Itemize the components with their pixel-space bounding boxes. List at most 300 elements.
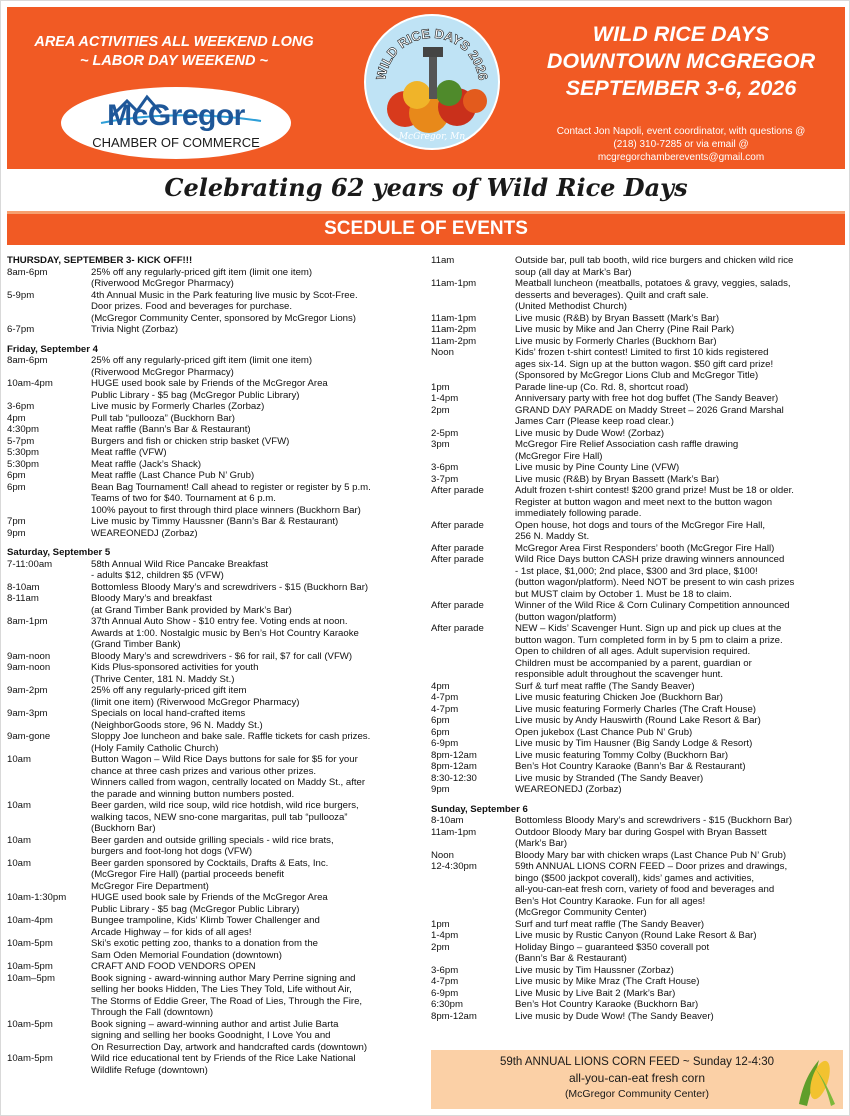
event-time: After parade xyxy=(431,554,484,565)
event-line: Bloody Mary’s and breakfast xyxy=(91,593,212,604)
event-line: (Riverwood McGregor Pharmacy) xyxy=(91,278,234,289)
event-description xyxy=(515,773,843,785)
event-line: selling her books Hidden, The Lies They Told, Life without Air, xyxy=(91,984,352,995)
event-line: Meatball luncheon (meatballs, potatoes & gravy, veggies, salads, xyxy=(515,278,791,289)
event-description xyxy=(515,336,843,348)
event-time: 5:30pm xyxy=(7,447,39,458)
event-time: 3-6pm xyxy=(7,401,35,412)
event-row xyxy=(431,393,843,405)
event-description xyxy=(91,459,419,471)
event-time: 7pm xyxy=(7,516,26,527)
event-row xyxy=(7,708,419,731)
event-description xyxy=(515,827,843,850)
event-time: After parade xyxy=(431,485,484,496)
event-description xyxy=(515,861,843,919)
event-description xyxy=(91,516,419,528)
event-row xyxy=(431,930,843,942)
event-row xyxy=(7,482,419,517)
event-line: (button wagon/platform) xyxy=(515,611,617,623)
event-line: 25% off any regularly-priced gift item (limit one item) xyxy=(91,355,313,366)
event-line: Beer garden sponsored by Cocktails, Drafts & Eats, Inc. xyxy=(91,857,329,869)
event-row xyxy=(7,582,419,594)
event-line: Open house, hot dogs and tours of the McGregor Fire Hall, xyxy=(515,519,766,531)
event-time: 8-10am xyxy=(7,581,40,593)
event-line: Button Wagon – Wild Rice Days buttons for sale for $5 for your xyxy=(91,754,358,765)
event-time: 8pm-12am xyxy=(431,749,477,761)
event-description xyxy=(515,393,843,405)
event-time: 3-7pm xyxy=(431,473,459,485)
day-gap xyxy=(7,539,419,547)
event-description xyxy=(515,942,843,965)
event-row xyxy=(431,750,843,762)
event-line: Parade line-up (Co. Rd. 8, shortcut road) xyxy=(515,381,689,393)
event-line: the parade and winning button numbers posted. xyxy=(91,788,295,800)
event-row xyxy=(431,988,843,1000)
day-heading: Sunday, September 6 xyxy=(431,803,528,815)
event-row xyxy=(7,459,419,471)
event-description xyxy=(91,290,419,325)
event-time: 9am-3pm xyxy=(7,708,48,719)
event-description xyxy=(91,858,419,893)
event-description xyxy=(515,623,843,681)
event-time: After parade xyxy=(431,542,484,554)
event-line: (Mark’s Bar) xyxy=(515,838,568,849)
event-description xyxy=(515,600,843,623)
event-description xyxy=(515,1011,843,1023)
event-time: 4-7pm xyxy=(431,703,459,715)
event-time: 1pm xyxy=(431,381,450,393)
event-row xyxy=(7,685,419,708)
event-time: 10am xyxy=(7,834,31,846)
event-description xyxy=(515,999,843,1011)
event-row xyxy=(431,919,843,931)
event-time: 10am xyxy=(7,754,31,765)
event-time: 5-7pm xyxy=(7,435,35,447)
event-line: Live music by Formerly Charles (Buckhorn Bar) xyxy=(515,335,717,347)
event-time: After parade xyxy=(431,623,484,634)
event-time: 10am-1:30pm xyxy=(7,892,67,903)
event-line: burgers and foot-long hot dogs (VFW) xyxy=(91,846,253,857)
event-line: Register at button wagon and meet next to the button wagon xyxy=(515,496,773,508)
event-line: Live music by Dude Wow! (The Sandy Beaver) xyxy=(515,1010,714,1022)
event-row xyxy=(431,336,843,348)
event-description xyxy=(91,267,419,290)
event-line: Ski’s exotic petting zoo, thanks to a donation from the xyxy=(91,938,319,949)
event-row xyxy=(431,462,843,474)
event-time: 6pm xyxy=(431,726,450,738)
event-description xyxy=(91,1019,419,1054)
event-description xyxy=(91,938,419,961)
event-description xyxy=(91,708,419,731)
event-row xyxy=(431,704,843,716)
event-line: Surf & turf meat raffle (The Sandy Beaver) xyxy=(515,680,695,692)
event-time: 10am-5pm xyxy=(7,1053,53,1064)
event-row xyxy=(431,738,843,750)
event-line: soup (all day at Mark’s Bar) xyxy=(515,266,632,278)
event-description xyxy=(515,485,843,520)
event-row xyxy=(431,520,843,543)
event-line: Bottomless Bloody Mary’s and screwdrivers - $15 (Buckhorn Bar) xyxy=(91,581,369,593)
event-row xyxy=(431,428,843,440)
event-line: Meat raffle (Jack’s Shack) xyxy=(91,458,202,470)
event-line: Adult frozen t-shirt contest! $200 grand prize! Must be 18 or older. xyxy=(515,485,794,496)
wild-rice-days-badge-icon xyxy=(363,13,501,151)
event-description xyxy=(91,401,419,413)
schedule-right-column xyxy=(431,255,843,1022)
event-line: Arcade Highway – for kids of all ages! xyxy=(91,926,252,938)
event-description xyxy=(515,278,843,313)
event-description xyxy=(91,892,419,915)
event-row xyxy=(431,692,843,704)
event-row xyxy=(7,290,419,325)
event-line: Public Library - $5 bag (McGregor Public Library) xyxy=(91,389,300,401)
svg-text:WILD RICE DAYS 2026: WILD RICE DAYS 2026 xyxy=(373,25,491,82)
event-line: signing and selling her books Goodnight, I Love You and xyxy=(91,1030,331,1041)
event-line: Live music by Pine County Line (VFW) xyxy=(515,462,680,473)
logo-subtitle: CHAMBER OF COMMERCE xyxy=(92,135,260,150)
event-line: Bungee trampoline, Kids’ Klimb Tower Challenger and xyxy=(91,915,320,926)
event-time: 4pm xyxy=(7,412,26,424)
event-row xyxy=(7,424,419,436)
event-line: Kids’ frozen t-shirt contest! Limited to first 10 kids registered xyxy=(515,347,769,358)
event-row xyxy=(431,382,843,394)
event-row xyxy=(431,1011,843,1023)
event-line: but MUST claim by October 1. Must be 18 to claim. xyxy=(515,588,732,600)
event-row xyxy=(7,892,419,915)
event-line: Wild Rice Days button CASH prize drawing winners announced xyxy=(515,554,785,565)
event-time: 10am-4pm xyxy=(7,378,53,389)
event-time: 2-5pm xyxy=(431,427,459,439)
event-row xyxy=(431,485,843,520)
event-line: Through the Fall (downtown) xyxy=(91,1007,214,1018)
event-description xyxy=(515,919,843,931)
event-line: Live music featuring Formerly Charles (The Craft House) xyxy=(515,703,756,715)
event-row xyxy=(431,942,843,965)
event-description xyxy=(91,915,419,938)
event-line: McGregor Fire Department) xyxy=(91,880,209,892)
event-row xyxy=(7,401,419,413)
event-description xyxy=(515,462,843,474)
event-line: Bloody Mary bar with chicken wraps (Last Chance Pub N’ Grub) xyxy=(515,849,787,861)
event-description xyxy=(91,754,419,800)
event-description xyxy=(515,738,843,750)
event-row xyxy=(431,815,843,827)
event-row xyxy=(431,278,843,313)
event-line: (Grand Timber Bank) xyxy=(91,639,181,650)
event-description xyxy=(515,692,843,704)
event-line: NEW – Kids’ Scavenger Hunt. Sign up and pick up clues at the xyxy=(515,623,782,634)
event-time: 10am-4pm xyxy=(7,915,53,926)
event-time: 3-6pm xyxy=(431,964,459,976)
event-line: (Holy Family Catholic Church) xyxy=(91,742,219,754)
event-time: 9am-noon xyxy=(7,662,51,673)
event-row xyxy=(431,554,843,600)
event-description xyxy=(91,651,419,663)
event-time: 11am-1pm xyxy=(431,312,477,324)
event-description xyxy=(91,424,419,436)
event-time: 4:30pm xyxy=(7,424,39,435)
event-line: 25% off any regularly-priced gift item xyxy=(91,685,247,696)
event-line: Outdoor Bloody Mary bar during Gospel with Bryan Bassett xyxy=(515,826,767,838)
event-time: 8-10am xyxy=(431,815,464,826)
event-description xyxy=(91,470,419,482)
event-line: Live music by Tim Hausner (Big Sandy Lodge & Resort) xyxy=(515,738,753,749)
event-line: McGregor Area First Responders’ booth (McGregor Fire Hall) xyxy=(515,542,775,554)
event-time: 10am-5pm xyxy=(7,938,53,949)
event-row xyxy=(431,715,843,727)
corn-feed-location: (McGregor Community Center) xyxy=(564,1088,710,1100)
event-description xyxy=(515,784,843,796)
event-title: WILD RICE DAYS DOWNTOWN MCGREGOR SEPTEMBER 3-6, 2026 xyxy=(546,22,816,100)
event-description xyxy=(515,704,843,716)
event-row xyxy=(7,1053,419,1076)
event-line: Live music by Stranded (The Sandy Beaver) xyxy=(515,772,704,784)
event-row xyxy=(431,761,843,773)
event-description xyxy=(515,815,843,827)
event-time: 10am xyxy=(7,857,31,869)
event-line: Ben’s Hot Country Karaoke (Bann’s Bar & Restaurant) xyxy=(515,761,746,772)
event-line: (McGregor Fire Hall) (partial proceeds benefit xyxy=(91,869,285,880)
event-line: Live music (R&B) by Bryan Bassett (Mark’s Bar) xyxy=(515,312,720,324)
event-line: WEAREONEDJ (Zorbaz) xyxy=(91,527,198,539)
event-line: chance at three cash prizes and various other prizes. xyxy=(91,765,317,777)
event-time: 4-7pm xyxy=(431,692,459,703)
event-line: Meat raffle (VFW) xyxy=(91,447,167,458)
event-row xyxy=(7,858,419,893)
event-row xyxy=(7,835,419,858)
event-row xyxy=(7,973,419,1019)
event-time: 10am-5pm xyxy=(7,961,53,972)
event-line: CRAFT AND FOOD VENDORS OPEN xyxy=(91,961,256,972)
event-time: 11am-1pm xyxy=(431,826,477,838)
event-line: Live music by Rustic Canyon (Round Lake Resort & Bar) xyxy=(515,930,757,941)
event-line: Surf and turf meat raffle (The Sandy Beaver) xyxy=(515,918,705,930)
event-line: bingo ($500 jackpot coverall), kids’ games and activities, xyxy=(515,872,755,884)
event-time: 5-9pm xyxy=(7,289,35,301)
event-time: 10am–5pm xyxy=(7,972,55,984)
header-banner xyxy=(7,7,845,169)
event-description xyxy=(515,439,843,462)
event-line: Bottomless Bloody Mary’s and screwdrivers - $15 (Buckhorn Bar) xyxy=(515,815,793,826)
corn-feed-subtitle: all-you-can-eat fresh corn xyxy=(568,1071,706,1085)
event-description xyxy=(91,800,419,835)
event-row xyxy=(7,516,419,528)
event-line: Door prizes. Food and beverages for purchase. xyxy=(91,301,293,312)
event-line: (NeighborGoods store, 96 N. Maddy St.) xyxy=(91,719,263,731)
event-row xyxy=(7,938,419,961)
event-time: 6pm xyxy=(7,470,26,481)
event-row xyxy=(431,324,843,336)
event-description xyxy=(515,255,843,278)
event-time: 4-7pm xyxy=(431,976,459,987)
event-description xyxy=(91,482,419,517)
event-time: 8-11am xyxy=(7,593,39,604)
event-line: Live music by Mike and Jan Cherry (Pine Rail Park) xyxy=(515,324,735,335)
event-description xyxy=(515,930,843,942)
event-time: 9pm xyxy=(7,527,26,539)
event-line: Live music (R&B) by Bryan Bassett (Mark’s Bar) xyxy=(515,473,720,485)
event-row xyxy=(431,313,843,325)
day-gap xyxy=(7,336,419,344)
event-line: 37th Annual Auto Show - $10 entry fee. Voting ends at noon. xyxy=(91,616,348,627)
event-time: 6pm xyxy=(7,481,26,493)
event-time: 11am-2pm xyxy=(431,324,477,335)
event-line: Live music by Formerly Charles (Zorbaz) xyxy=(91,401,265,412)
event-line: Open jukebox (Last Chance Pub N’ Grub) xyxy=(515,726,693,738)
svg-text:McGregor, Mn: McGregor, Mn xyxy=(398,132,466,142)
event-line: walking tacos, NEW sno-cone margaritas, pull tab “pullooza” xyxy=(91,811,348,823)
event-row xyxy=(7,651,419,663)
contact-info: Contact Jon Napoli, event coordinator, with questions @ (218) 310-7285 or via email @ mcgregorchamberevents@gmail.com xyxy=(556,126,806,163)
event-row xyxy=(431,850,843,862)
event-description xyxy=(91,593,419,616)
event-row xyxy=(431,439,843,462)
day-heading: Saturday, September 5 xyxy=(7,547,111,558)
event-line: (United Methodist Church) xyxy=(515,301,627,312)
event-time: 6pm xyxy=(431,715,450,726)
event-line: Bean Bag Tournament! Call ahead to register or register by 5 p.m. xyxy=(91,481,371,493)
event-line: Beer garden, wild rice soup, wild rice hotdish, wild rice burgers, xyxy=(91,800,359,811)
event-line: Live music by Timmy Haussner (Bann’s Bar & Restaurant) xyxy=(91,516,339,527)
event-row xyxy=(7,593,419,616)
event-line: 100% payout to first through third place winners (Buckhorn Bar) xyxy=(91,504,361,516)
event-time: 3-6pm xyxy=(431,462,459,473)
event-description xyxy=(91,324,419,336)
event-line: Awards at 1:00. Nostalgic music by Ben’s Hot Country Karaoke xyxy=(91,627,359,639)
event-description xyxy=(515,988,843,1000)
event-time: 12-4:30pm xyxy=(431,861,477,872)
event-row xyxy=(431,773,843,785)
weekend-activities: AREA ACTIVITIES ALL WEEKEND LONG ~ LABOR DAY WEEKEND ~ xyxy=(34,34,314,69)
event-line: (Riverwood McGregor Pharmacy) xyxy=(91,366,234,378)
schedule-left-column xyxy=(7,255,419,1076)
event-description xyxy=(91,662,419,685)
event-description xyxy=(91,436,419,448)
event-time: 2pm xyxy=(431,404,450,416)
event-line: The Storms of Eddie Greer, The Road of Lies, Through the Fire, xyxy=(91,995,363,1007)
event-line: Teams of two for $40. Tournament at 6 p.m. xyxy=(91,493,276,504)
event-description xyxy=(515,347,843,382)
event-time: 8am-6pm xyxy=(7,355,48,366)
event-line: McGregor Fire Relief Association cash raffle drawing xyxy=(515,439,739,450)
event-description xyxy=(91,413,419,425)
day-heading: THURSDAY, SEPTEMBER 3- KICK OFF!!! xyxy=(7,255,193,266)
event-line: Bloody Mary’s and screwdrivers - $6 for rail, $7 for call (VFW) xyxy=(91,650,353,662)
event-row xyxy=(431,999,843,1011)
event-time: After parade xyxy=(431,519,484,531)
event-description xyxy=(91,973,419,1019)
event-description xyxy=(91,1053,419,1076)
event-line: Ben’s Hot Country Karaoke (Buckhorn Bar) xyxy=(515,999,699,1010)
event-line: all-you-can-eat fresh corn, variety of food and beverages and xyxy=(515,884,775,895)
event-description xyxy=(91,559,419,582)
event-line: (Sponsored by McGregor Lions Club and McGregor Title) xyxy=(515,370,759,381)
event-description xyxy=(91,731,419,754)
event-row xyxy=(7,800,419,835)
event-line: WEAREONEDJ (Zorbaz) xyxy=(515,784,622,795)
event-time: 6-7pm xyxy=(7,324,35,335)
day-heading: Friday, September 4 xyxy=(7,343,98,355)
event-row xyxy=(431,474,843,486)
event-row xyxy=(7,961,419,973)
event-row xyxy=(431,784,843,796)
event-line: ages six-14. Sign up at the button wagon. $50 gift card prize! xyxy=(515,358,774,370)
event-line: 256 N. Maddy St. xyxy=(515,531,590,542)
event-description xyxy=(515,727,843,739)
event-row xyxy=(7,267,419,290)
event-line: Beer garden and outside grilling specials - wild rice brats, xyxy=(91,834,334,846)
corn-icon xyxy=(793,1054,837,1108)
event-row xyxy=(431,965,843,977)
event-line: Holiday Bingo – guaranteed $350 coverall pot xyxy=(515,941,710,953)
event-line: immediately following parade. xyxy=(515,508,642,519)
event-description xyxy=(515,382,843,394)
logo-name: McGregor xyxy=(107,99,245,132)
event-time: 9am-gone xyxy=(7,731,51,742)
event-row xyxy=(7,1019,419,1054)
event-line: Live music by Mike Mraz (The Craft House) xyxy=(515,976,700,987)
event-line: Trivia Night (Zorbaz) xyxy=(91,324,179,335)
event-line: Sloppy Joe luncheon and bake sale. Raffle tickets for cash prizes. xyxy=(91,731,371,742)
event-line: Meat raffle (Bann’s Bar & Restaurant) xyxy=(91,424,251,435)
event-line: (at Grand Timber Bank provided by Mark’s Bar) xyxy=(91,604,292,616)
chamber-logo xyxy=(61,87,291,159)
event-line: Open to children of all ages. Adult supervision required. xyxy=(515,646,751,657)
event-line: Sam Oden Memorial Foundation (downtown) xyxy=(91,949,282,961)
event-description xyxy=(515,405,843,428)
event-description xyxy=(91,528,419,540)
event-line: Book signing – award-winning author and artist Julie Barta xyxy=(91,1018,339,1030)
event-line: On Resurrection Day, artwork and handcrafted cards (downtown) xyxy=(91,1041,368,1053)
event-time: 1pm xyxy=(431,918,450,930)
event-description xyxy=(515,543,843,555)
event-time: 5:30pm xyxy=(7,458,39,470)
event-row xyxy=(431,727,843,739)
event-description xyxy=(515,681,843,693)
event-row xyxy=(431,681,843,693)
event-row xyxy=(7,754,419,800)
event-line: Winners called from wagon, centrally located on Maddy St., after xyxy=(91,777,366,788)
event-time: 4pm xyxy=(431,680,450,692)
event-line: Kids Plus-sponsored activities for youth xyxy=(91,662,259,673)
event-line: 25% off any regularly-priced gift item (limit one item) xyxy=(91,266,313,278)
corn-feed-callout xyxy=(431,1050,843,1109)
event-line: HUGE used book sale by Friends of the McGregor Area xyxy=(91,378,328,389)
event-line: (Buckhorn Bar) xyxy=(91,823,156,834)
event-time: Noon xyxy=(431,849,454,861)
event-description xyxy=(91,835,419,858)
event-time: 6-9pm xyxy=(431,738,459,749)
event-line: Wild rice educational tent by Friends of the Rice Lake National xyxy=(91,1053,356,1064)
event-line: - adults $12, children $5 (VFW) xyxy=(91,570,224,581)
event-time: 10am-5pm xyxy=(7,1018,53,1030)
event-row xyxy=(431,543,843,555)
event-line: James Carr (Please keep road clear.) xyxy=(515,416,674,427)
event-row xyxy=(7,662,419,685)
event-description xyxy=(515,554,843,600)
event-row xyxy=(7,436,419,448)
event-row xyxy=(7,324,419,336)
event-line: Live music featuring Chicken Joe (Buckhorn Bar) xyxy=(515,692,723,703)
event-line: Specials on local hand-crafted items xyxy=(91,708,246,719)
event-time: 2pm xyxy=(431,941,450,953)
event-row xyxy=(7,559,419,582)
event-row xyxy=(431,827,843,850)
event-time: Noon xyxy=(431,347,454,358)
event-line: Live music by Andy Hauswirth (Round Lake Resort & Bar) xyxy=(515,715,761,726)
event-line: button wagon. Turn completed form in by 5 pm to claim a prize. xyxy=(515,634,783,646)
event-row xyxy=(7,915,419,938)
